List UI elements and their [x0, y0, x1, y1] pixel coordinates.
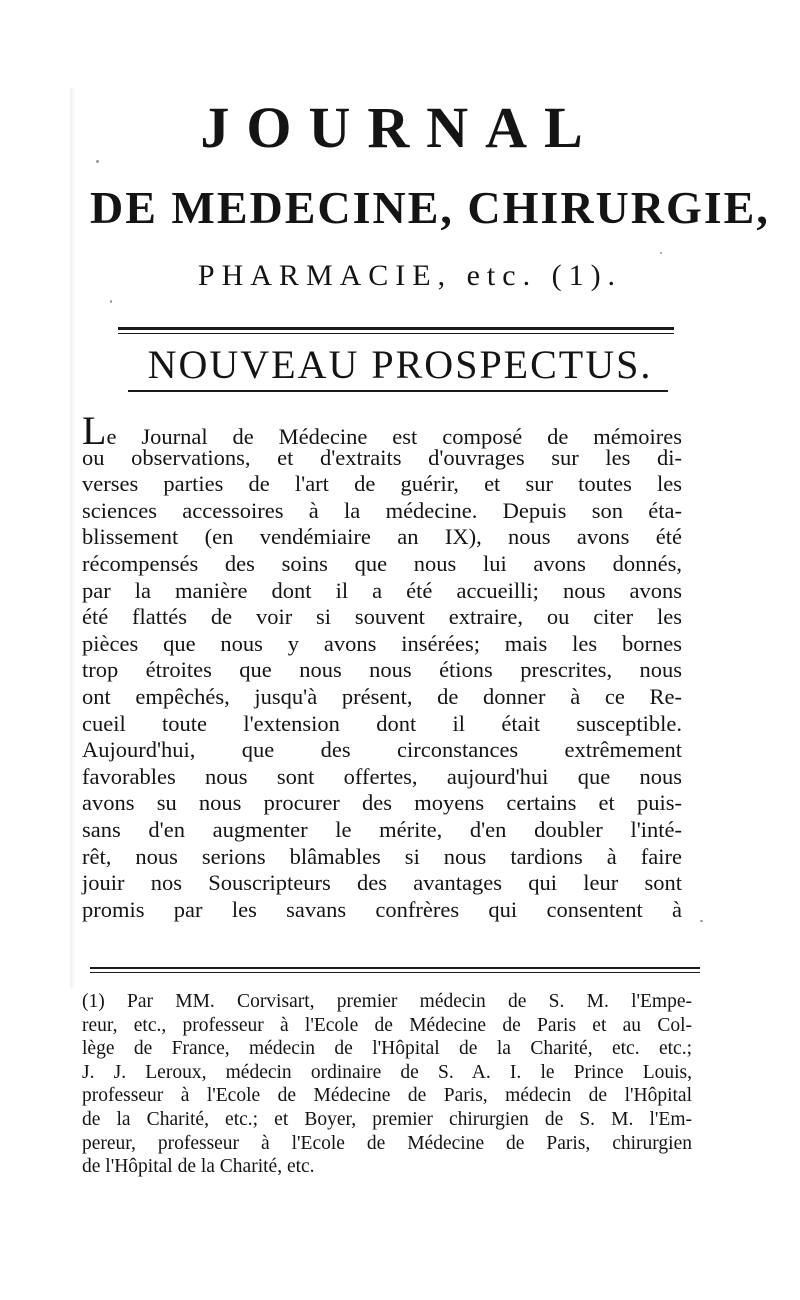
body-line: sans d'en augmenter le mérite, d'en doubler l'inté- [82, 816, 682, 842]
body-line: avons su nous procurer des moyens certains et puis- [82, 790, 682, 816]
body-line: été flattés de voir si souvent extraire, ou citer les [82, 604, 682, 630]
footnote [82, 990, 692, 1179]
footnote-line: J. J. Leroux, médecin ordinaire de S. A. I. le Prince Louis, [82, 1061, 692, 1083]
body-line: Aujourd'hui, que des circonstances extrêmement [82, 737, 682, 763]
body-line: par la manière dont il a été accueilli; nous avons [82, 577, 682, 603]
footnote-line: de l'Hôpital de la Charité, etc. [82, 1156, 315, 1178]
footnote-line: de la Charité, etc.; et Boyer, premier chirurgien de S. M. l'Em- [82, 1108, 692, 1130]
drop-cap: L [82, 408, 107, 453]
footnote-line: professeur à l'Ecole de Médecine de Paris, médecin de l'Hôpital [82, 1085, 692, 1107]
scan-shadow [70, 88, 76, 988]
body-line: jouir nos Souscripteurs des avantages qui leur sont [82, 870, 682, 896]
body-line: cueil toute l'extension dont il était susceptible. [82, 710, 682, 736]
footnote-line: reur, etc., professeur à l'Ecole de Médecine de Paris et au Col- [82, 1014, 692, 1036]
body-line: pièces que nous y avons insérées; mais les bornes [82, 630, 682, 656]
footnote-line: (1) Par MM. Corvisart, premier médecin de S. M. l'Empe- [82, 991, 692, 1012]
footnote-rule-thin [90, 972, 700, 973]
scan-speck [660, 252, 662, 254]
journal-pharmacie-line: PHARMACIE, etc. (1). [197, 259, 623, 292]
body-line: sciences accessoires à la médecine. Depuis son éta- [82, 497, 682, 523]
body-line: trop étroites que nous nous étions prescrites, nous [82, 657, 682, 683]
body-line: ont empêchés, jusqu'à présent, de donner à ce Re- [82, 683, 682, 709]
body-line: rêt, nous serions blâmables si nous tardions à faire [82, 843, 682, 869]
body-paragraph [82, 408, 682, 923]
body-line: favorables nous sont offertes, aujourd'hui que nous [82, 763, 682, 789]
footnote-rule-thick [90, 967, 700, 969]
body-line: Le Journal de Médecine est composé de mémoires [82, 408, 682, 453]
body-line: ou observations, et d'extraits d'ouvrages sur les di- [82, 444, 682, 470]
section-title: NOUVEAU PROSPECTUS. [147, 342, 653, 387]
header-rule-thick [118, 327, 674, 330]
journal-subtitle: DE MEDECINE, CHIRURGIE, [90, 182, 770, 233]
journal-title: JOURNAL [200, 95, 600, 160]
header-rule-thin [118, 333, 674, 334]
section-rule [128, 390, 668, 392]
body-line: verses parties de l'art de guérir, et sur toutes les [82, 471, 682, 497]
body-line: récompensés des soins que nous lui avons donnés, [82, 550, 682, 576]
footnote-line: lège de France, médecin de l'Hôpital de la Charité, etc. etc.; [82, 1038, 692, 1060]
footnote-line: pereur, professeur à l'Ecole de Médecine de Paris, chirurgien [82, 1132, 692, 1154]
scan-speck [700, 920, 703, 922]
body-line: blissement (en vendémiaire an IX), nous avons été [82, 524, 682, 550]
scan-speck [110, 300, 112, 303]
scan-speck [96, 160, 99, 163]
body-line: promis par les savans confrères qui consentent à [82, 896, 682, 922]
